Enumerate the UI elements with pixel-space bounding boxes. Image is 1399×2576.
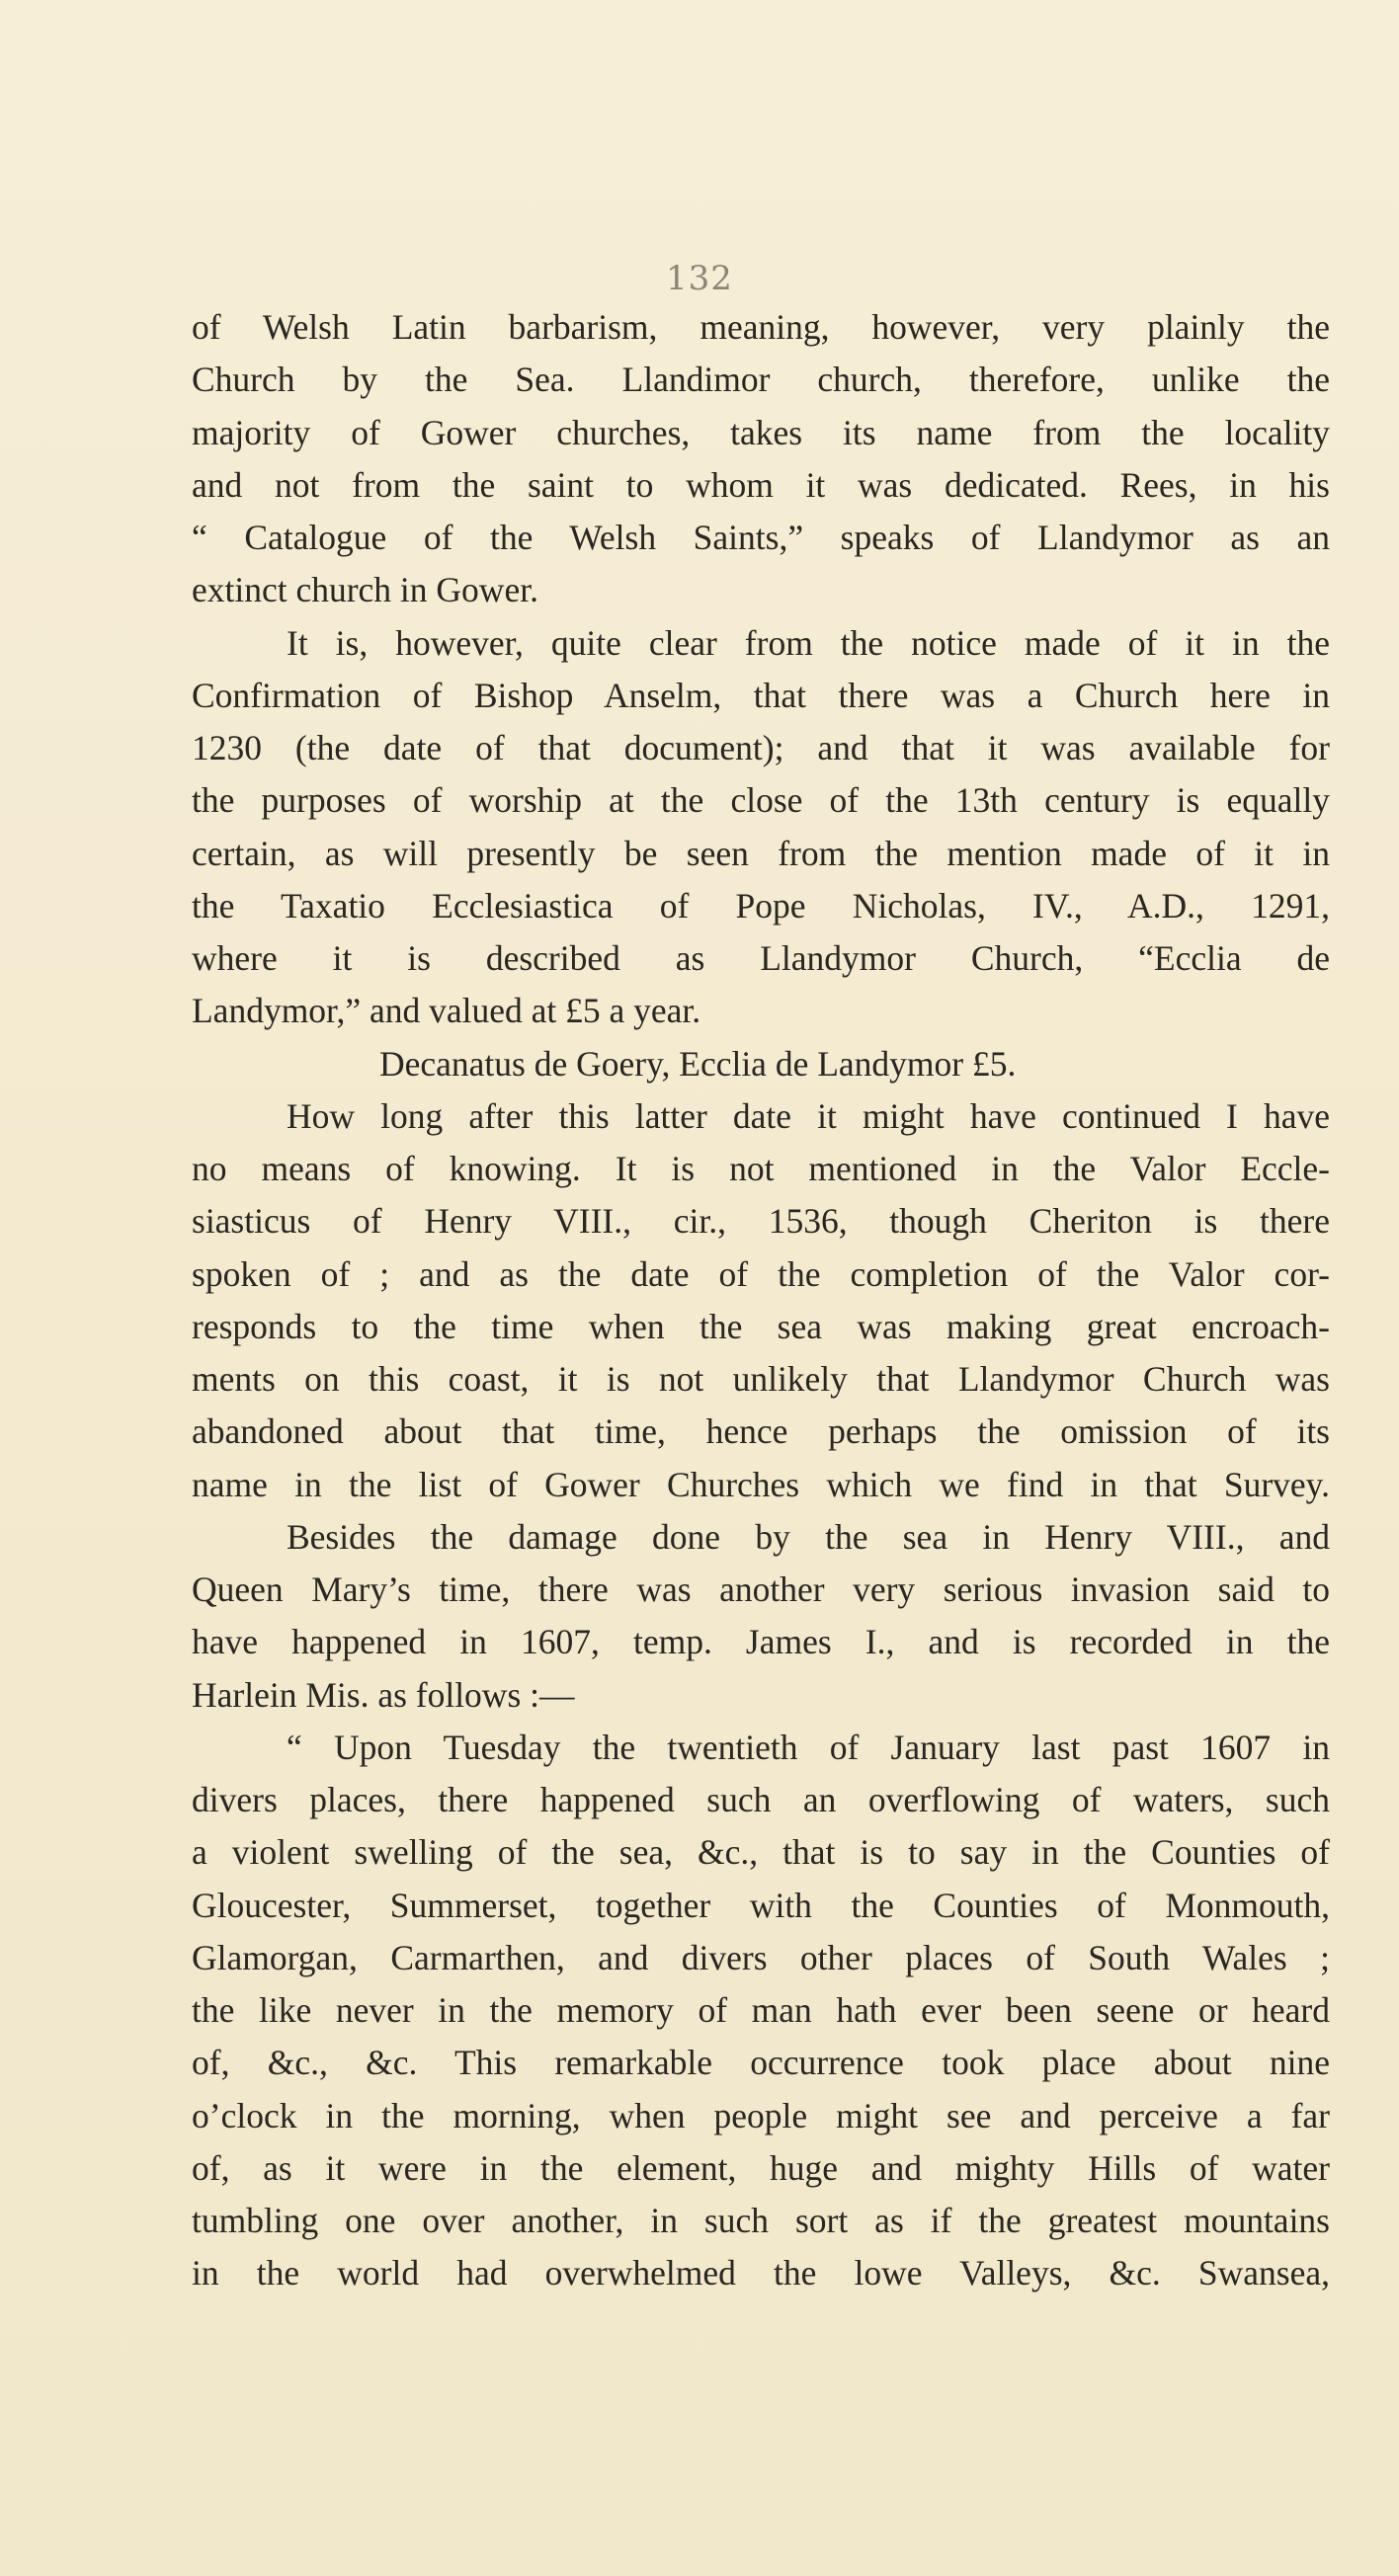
text-line: and not from the saint to whom it was dedicated. Rees, in his <box>192 464 1330 505</box>
text-line: It is, however, quite clear from the notice made of it in the <box>287 622 1330 663</box>
page-body-text <box>192 301 1330 2300</box>
text-line: certain, as will presently be seen from the mention made of it in <box>192 833 1330 873</box>
text-line: Confirmation of Bishop Anselm, that there was a Church here in <box>192 675 1330 715</box>
text-line: tumbling one over another, in such sort as if the greatest mountains <box>192 2201 1330 2240</box>
text-line: responds to the time when the sea was making great encroach- <box>192 1306 1330 1346</box>
text-line: the purposes of worship at the close of the 13th century is equally <box>192 780 1330 821</box>
text-line: 1230 (the date of that document); and that it was available for <box>192 728 1330 767</box>
text-line: Decanatus de Goery, Ecclia de Landymor £5. <box>379 1043 1017 1084</box>
text-line: Harlein Mis. as follows :— <box>192 1674 575 1715</box>
text-line: where it is described as Llandymor Church, “Ecclia de <box>192 938 1330 978</box>
text-line: Besides the damage done by the sea in Henry VIII., and <box>287 1516 1330 1557</box>
text-line: abandoned about that time, hence perhaps the omission of its <box>192 1411 1330 1452</box>
text-line: Glamorgan, Carmarthen, and divers other places of South Wales ; <box>192 1937 1330 1977</box>
text-line: Church by the Sea. Llandimor church, therefore, unlike the <box>192 360 1330 400</box>
text-line: o’clock in the morning, when people might see and perceive a far <box>192 2095 1330 2135</box>
text-line: of Welsh Latin barbarism, meaning, however, very plainly the <box>192 307 1330 347</box>
text-line: name in the list of Gower Churches which we find in that Survey. <box>192 1464 1330 1504</box>
text-line: Queen Mary’s time, there was another very serious invasion said to <box>192 1570 1330 1609</box>
text-line: “ Upon Tuesday the twentieth of January last past 1607 in <box>287 1727 1330 1767</box>
text-line: How long after this latter date it might have continued I have <box>287 1095 1330 1136</box>
text-line: Landymor,” and valued at £5 a year. <box>192 991 701 1031</box>
text-line: of, as it were in the element, huge and mighty Hills of water <box>192 2147 1330 2188</box>
text-line: divers places, there happened such an overflowing of waters, such <box>192 1780 1330 1819</box>
text-line: siasticus of Henry VIII., cir., 1536, though Cheriton is there <box>192 1201 1330 1242</box>
text-line: the like never in the memory of man hath ever been seene or heard <box>192 1990 1330 2030</box>
text-line: Gloucester, Summerset, together with the Counties of Monmouth, <box>192 1885 1330 1925</box>
text-line: a violent swelling of the sea, &c., that is to say in the Counties of <box>192 1832 1330 1873</box>
page-number: 132 <box>666 259 733 298</box>
text-line: spoken of ; and as the date of the completion of the Valor cor- <box>192 1253 1330 1294</box>
text-line: the Taxatio Ecclesiastica of Pope Nicholas, IV., A.D., 1291, <box>192 885 1330 926</box>
text-line: “ Catalogue of the Welsh Saints,” speaks of Llandymor as an <box>192 518 1330 557</box>
text-line: no means of knowing. It is not mentioned in the Valor Eccle- <box>192 1149 1330 1188</box>
text-line: ments on this coast, it is not unlikely that Llandymor Church was <box>192 1359 1330 1399</box>
text-line: majority of Gower churches, takes its name from the locality <box>192 412 1330 452</box>
text-line: extinct church in Gower. <box>192 570 538 610</box>
text-line: have happened in 1607, temp. James I., and is recorded in the <box>192 1622 1330 1662</box>
text-line: of, &c., &c. This remarkable occurrence took place about nine <box>192 2043 1330 2083</box>
text-line: in the world had overwhelmed the lowe Valleys, &c. Swansea, <box>192 2253 1330 2294</box>
